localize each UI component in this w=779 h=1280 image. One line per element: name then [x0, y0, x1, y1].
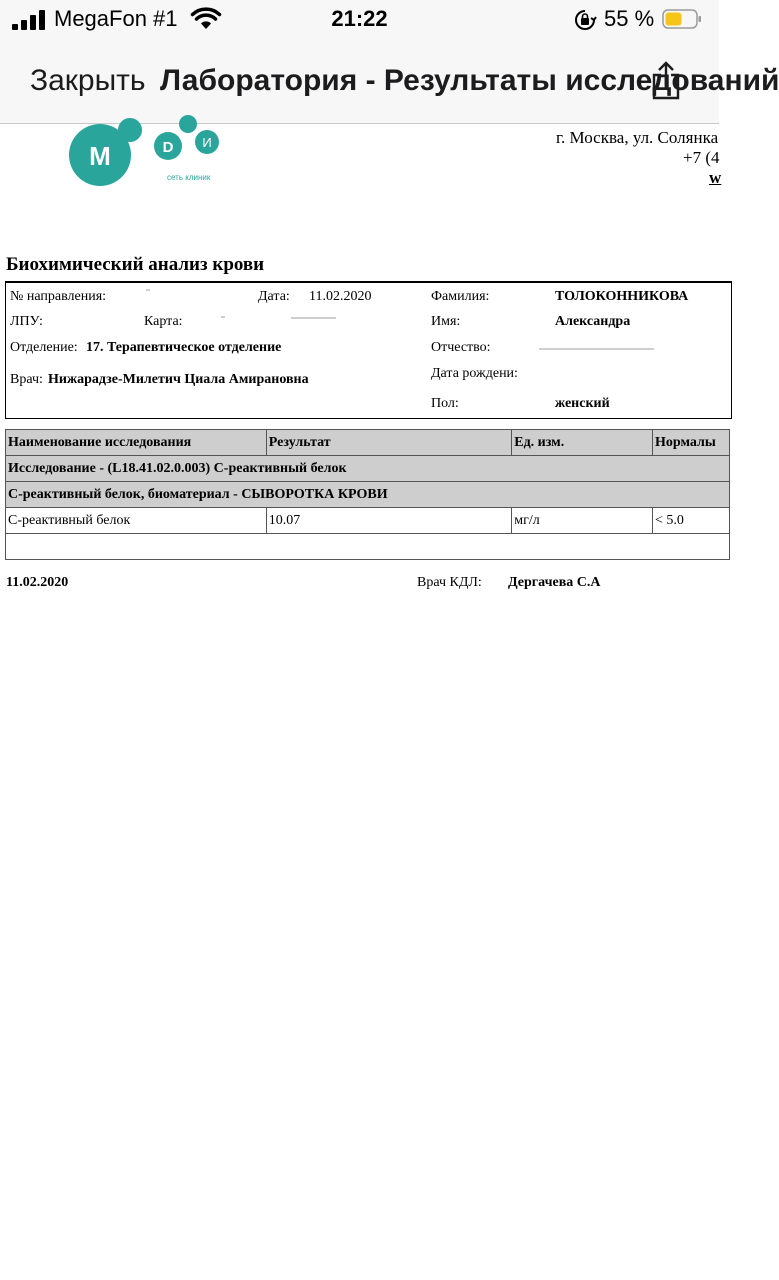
lpu-label: ЛПУ:: [10, 314, 43, 329]
cell-test-name: С-реактивный белок: [6, 508, 267, 534]
status-bar: [0, 0, 719, 40]
date-label: Дата:: [258, 289, 290, 304]
close-button[interactable]: Закрыть: [30, 64, 146, 97]
doctor-label: Врач:: [10, 372, 43, 387]
cell-norm: < 5.0: [653, 508, 730, 534]
empty-row: [6, 534, 730, 560]
patronymic-label: Отчество:: [431, 340, 491, 355]
footer-date: 11.02.2020: [6, 575, 69, 590]
table-row: [6, 508, 730, 534]
carrier-name: MegaFon #1: [54, 6, 178, 31]
kdl-doctor-label: Врач КДЛ:: [417, 575, 482, 590]
birthdate-label: Дата рождени:: [431, 366, 518, 381]
kdl-doctor-name: Дергачева С.А: [508, 575, 601, 590]
redacted-card-number: [291, 317, 336, 319]
logo-letter-i: И: [202, 135, 212, 150]
study-row: [6, 456, 730, 482]
empty-cell: [6, 534, 730, 560]
lab-report-document: [0, 124, 722, 1280]
date-value: 11.02.2020: [309, 289, 372, 304]
header-study-name: Наименование исследования: [6, 430, 267, 456]
page-title: Лаборатория - Результаты исследований: [160, 64, 779, 97]
sex-value: женский: [555, 396, 610, 411]
redacted-card: [221, 316, 225, 318]
battery-percent: 55 %: [604, 6, 655, 31]
material-title: С-реактивный белок, биоматериал - СЫВОРОТКА КРОВИ: [6, 482, 730, 508]
logo-letter-m: M: [89, 141, 111, 171]
cell-unit: мг/л: [512, 508, 653, 534]
results-table: [5, 429, 730, 560]
name-label: Имя:: [431, 314, 461, 329]
clinic-website: w: [709, 168, 722, 187]
clock: 21:22: [331, 6, 388, 31]
sex-label: Пол:: [431, 396, 459, 411]
surname-value: ТОЛОКОННИКОВА: [555, 289, 689, 304]
clinic-phone: +7 (4: [683, 148, 720, 167]
header-unit: Ед. изм.: [512, 430, 653, 456]
logo-subtitle: сеть клиник: [167, 173, 211, 182]
study-title: Исследование - (L18.41.02.0.003) С-реактивный белок: [6, 456, 730, 482]
table-header-row: [6, 430, 730, 456]
clinic-address: г. Москва, ул. Солянка: [556, 128, 719, 147]
department-value: 17. Терапевтическое отделение: [86, 340, 282, 355]
battery-icon: [662, 8, 702, 30]
redacted-patronymic: [539, 348, 654, 350]
header-result: Результат: [266, 430, 511, 456]
surname-label: Фамилия:: [431, 289, 490, 304]
report-title: Биохимический анализ крови: [6, 254, 265, 275]
name-value: Александра: [555, 314, 631, 329]
logo-letter-d: D: [162, 139, 174, 156]
header-norm: Нормалы: [653, 430, 730, 456]
card-label: Карта:: [144, 314, 183, 329]
doctor-value: Нижарадзе-Милетич Циала Амирановна: [48, 372, 309, 387]
department-label: Отделение:: [10, 340, 78, 355]
share-icon[interactable]: [650, 60, 682, 100]
patient-info-box: [5, 281, 732, 419]
orientation-lock-icon: [574, 9, 596, 31]
navigation-bar: [0, 40, 779, 124]
referral-label: № направления:: [10, 289, 107, 304]
redacted-referral: [146, 289, 150, 291]
cell-result: 10.07: [266, 508, 511, 534]
material-row: [6, 482, 730, 508]
